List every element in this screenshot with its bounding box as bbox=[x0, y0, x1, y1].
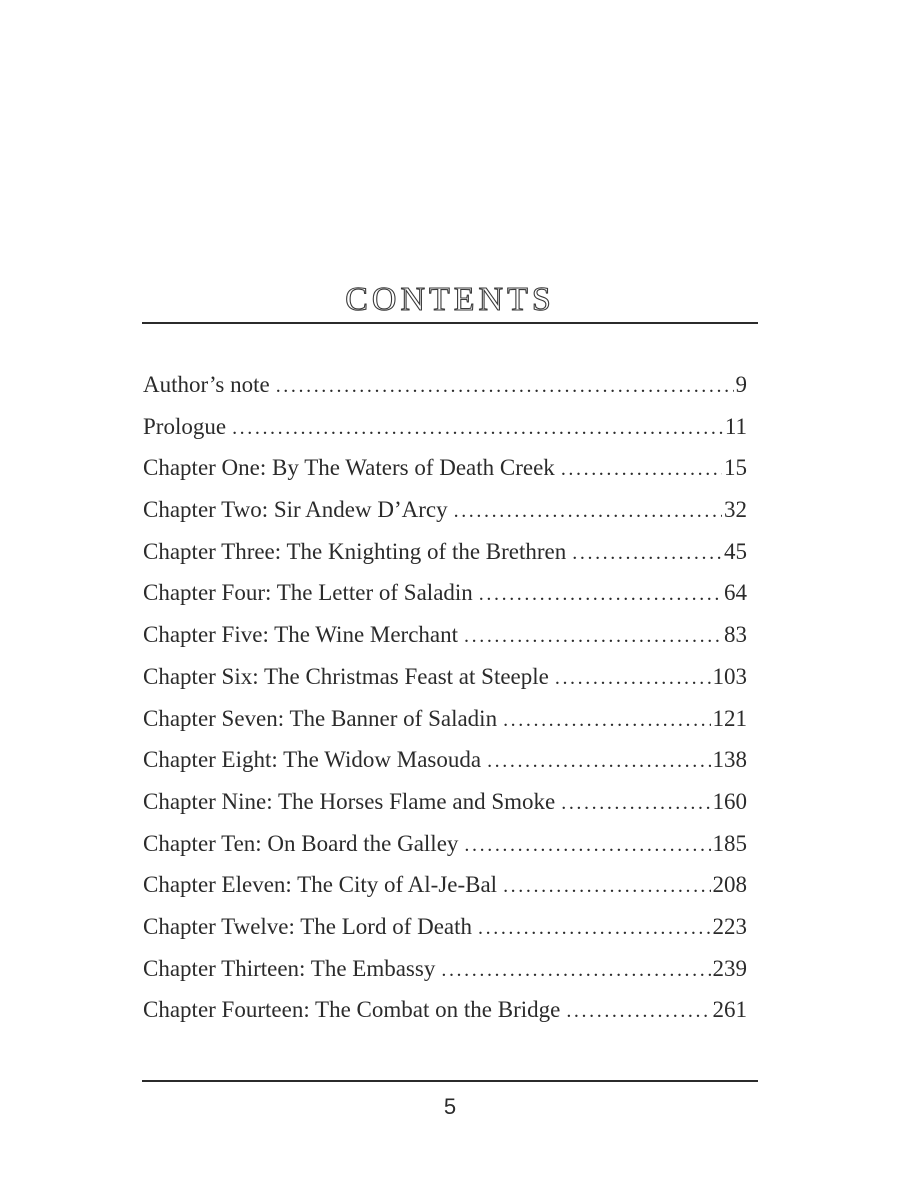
bottom-divider bbox=[142, 1080, 758, 1082]
toc-entry-page: 83 bbox=[724, 622, 747, 648]
toc-entry-title: Chapter Three: The Knighting of the Brethren bbox=[143, 538, 567, 564]
toc-entry-title: Chapter Five: The Wine Merchant bbox=[143, 622, 459, 648]
toc-dot-leader bbox=[441, 950, 710, 992]
toc-entry-title: Chapter Twelve: The Lord of Death bbox=[143, 913, 473, 939]
toc-dot-leader bbox=[487, 741, 710, 783]
toc-entry-title: Author’s note bbox=[143, 372, 270, 397]
toc-entry-page: 15 bbox=[724, 455, 747, 481]
toc-entry-title: Chapter Four: The Letter of Saladin bbox=[143, 580, 473, 606]
table-of-contents bbox=[143, 364, 747, 1031]
toc-entry-page: 64 bbox=[724, 580, 747, 606]
toc-entry-page: 208 bbox=[712, 872, 747, 898]
toc-entry-page: 160 bbox=[712, 788, 747, 814]
toc-entry-title: Chapter Fourteen: The Combat on the Bridge bbox=[143, 997, 561, 1023]
toc-entry bbox=[143, 364, 747, 406]
toc-dot-leader bbox=[454, 491, 722, 533]
toc-entry bbox=[143, 864, 747, 906]
toc-entry bbox=[143, 989, 747, 1031]
toc-entry-page: 9 bbox=[735, 372, 747, 397]
toc-dot-leader bbox=[561, 783, 710, 825]
toc-entry bbox=[143, 781, 747, 823]
toc-entry-title: Chapter Thirteen: The Embassy bbox=[143, 955, 436, 981]
toc-entry-page: 121 bbox=[712, 705, 747, 731]
toc-dot-leader bbox=[561, 449, 722, 491]
page-number: 5 bbox=[443, 1094, 457, 1119]
toc-entry-page: 103 bbox=[712, 663, 747, 689]
toc-dot-leader bbox=[464, 616, 722, 658]
toc-entry-title: Chapter Two: Sir Andew D’Arcy bbox=[143, 497, 448, 523]
toc-dot-leader bbox=[566, 991, 710, 1033]
toc-entry-page: 11 bbox=[724, 413, 747, 439]
toc-entry-page: 45 bbox=[724, 538, 747, 564]
toc-entry bbox=[143, 739, 747, 781]
toc-entry-title: Chapter One: By The Waters of Death Creek bbox=[143, 455, 555, 481]
toc-dot-leader bbox=[555, 658, 711, 700]
toc-dot-leader bbox=[503, 866, 710, 908]
toc-entry bbox=[143, 948, 747, 990]
toc-entry bbox=[143, 614, 747, 656]
toc-entry bbox=[143, 406, 747, 448]
toc-entry bbox=[143, 823, 747, 865]
toc-dot-leader bbox=[232, 408, 723, 450]
toc-entry bbox=[143, 698, 747, 740]
toc-entry bbox=[143, 489, 747, 531]
toc-entry-title: Chapter Eleven: The City of Al-Je-Bal bbox=[143, 872, 498, 898]
toc-entry bbox=[143, 906, 747, 948]
toc-entry-title: Chapter Six: The Christmas Feast at Steeple bbox=[143, 663, 549, 689]
toc-entry-title: Prologue bbox=[143, 413, 227, 439]
toc-dot-leader bbox=[478, 908, 710, 950]
top-divider bbox=[142, 322, 758, 324]
toc-entry-page: 239 bbox=[712, 955, 747, 981]
toc-entry-title: Chapter Eight: The Widow Masouda bbox=[143, 747, 482, 773]
toc-dot-leader bbox=[464, 825, 710, 867]
toc-entry-page: 261 bbox=[712, 997, 747, 1023]
toc-dot-leader bbox=[479, 574, 722, 616]
toc-entry-page: 223 bbox=[712, 913, 747, 939]
toc-entry-page: 138 bbox=[712, 747, 747, 773]
toc-entry-title: Chapter Nine: The Horses Flame and Smoke bbox=[143, 788, 556, 814]
toc-dot-leader bbox=[276, 366, 734, 408]
toc-entry-title: Chapter Seven: The Banner of Saladin bbox=[143, 705, 498, 731]
toc-entry-page: 185 bbox=[712, 830, 747, 856]
toc-entry-page: 32 bbox=[724, 497, 747, 523]
page-title: CONTENTS bbox=[345, 280, 555, 318]
toc-entry bbox=[143, 447, 747, 489]
toc-dot-leader bbox=[503, 700, 710, 742]
toc-entry-title: Chapter Ten: On Board the Galley bbox=[143, 830, 459, 856]
toc-entry bbox=[143, 656, 747, 698]
toc-entry bbox=[143, 572, 747, 614]
toc-dot-leader bbox=[572, 533, 722, 575]
toc-entry bbox=[143, 531, 747, 573]
